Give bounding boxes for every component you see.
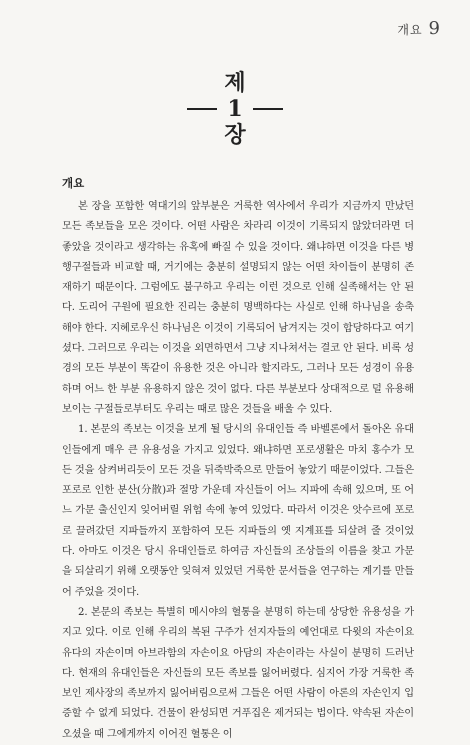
paragraph-point-2: 2. 본문의 족보는 특별히 메시야의 혈통을 분명히 하는데 상당한 유용성을 가지고 있다. 이로 인해 우리의 복된 구주가 선지자들의 예언대로 다윗의 자손이요 유다의 자손이며 아브라함의 자손이요 아담의 자손이라는 사실이 분명히 드러난다. 현재의 유대인들은 자신들의 모든 족보를 잃어버렸다. 심지어 가장 거룩한 족보인 제사장의 족보까지 잃어버림으로써 그들은 어떤 사람이 아론의 자손인지 입증할 수 없게 되었다. 건물이 완성되면 거푸집은 제거되는 법이다. 약속된 자손이 오셨을 때 그에게까지 이어진 혈통은 이 — [62, 606, 414, 740]
running-head-title: 개요 — [397, 23, 423, 37]
paragraph-point-1: 1. 본문의 족보는 이것을 보게 될 당시의 유대인들 즉 바벨론에서 돌아온 유대인들에게 매우 큰 유용성을 가지고 있었다. 왜냐하면 포로생활은 마치 홍수가 모든 것을 삼켜버리듯이 모든 것을 뒤죽박죽으로 만들어 놓았기 때문이었다. 그들은 포로로 인한 분산(分散)과 절망 가운데 자신들이 어느 지파에 속해 있으며, 또 어느 가문 출신인지 잊어버릴 위험 속에 놓여 있었다. 따라서 이것은 앗수르에 포로로 끌려갔던 지파들까지 포함하여 모든 지파들의 옛 지계표를 되살려 줄 것이었다. 아마도 이것은 당시 유대인들로 하여금 자신들의 조상들의 이름을 찾고 가문을 되살리기 위해 오랫동안 잊혀져 있었던 거룩한 문서들을 연구하는 계기를 만들어 주었을 것이다. — [62, 424, 414, 598]
chapter-number: 1 — [227, 96, 243, 122]
body-text — [62, 175, 414, 745]
running-head — [397, 18, 440, 39]
chapter-rule-left — [187, 108, 217, 110]
paragraph-intro: 본 장을 포함한 역대기의 앞부분은 거룩한 역사에서 우리가 지금까지 만났던 모든 족보들을 모은 것이다. 어떤 사람은 차라리 이것이 기록되지 않았더라면 더 좋았을 것이라고 생각하는 유혹에 빠질 수 있을 것이다. 왜냐하면 이것을 다른 병행구절들과 비교할 때, 거기에는 충분히 설명되지 않는 어떤 차이들이 분명히 존재하기 때문이다. 그럼에도 불구하고 우리는 이런 것으로 인해 실족해서는 안 된다. 도리어 구원에 필요한 진리는 충분히 명백하다는 사실로 인해 하나님을 송축해야 한다. 지혜로우신 하나님은 이것이 기록되어 남겨지는 것이 합당하다고 여기셨다. 그러므로 우리는 이것을 외면하면서 그냥 지나쳐서는 결코 안 된다. 비록 성경의 모든 부분이 똑같이 유용한 것은 아니라 할지라도, 그러나 모든 성경이 유용하며 어느 한 부분 유용하지 않은 것이 없다. 다른 부분보다 상대적으로 덜 유용해 보이는 구절들로부터도 우리는 때로 많은 것들을 배울 수 있다. — [62, 201, 414, 415]
section-heading: 개요 — [62, 176, 85, 190]
chapter-heading — [0, 70, 470, 148]
chapter-rule-right — [253, 108, 283, 110]
chapter-heading-bottom: 장 — [224, 122, 246, 148]
chapter-heading-number-row — [0, 96, 470, 122]
page-number: 9 — [428, 18, 440, 39]
chapter-heading-top: 제 — [224, 70, 246, 96]
